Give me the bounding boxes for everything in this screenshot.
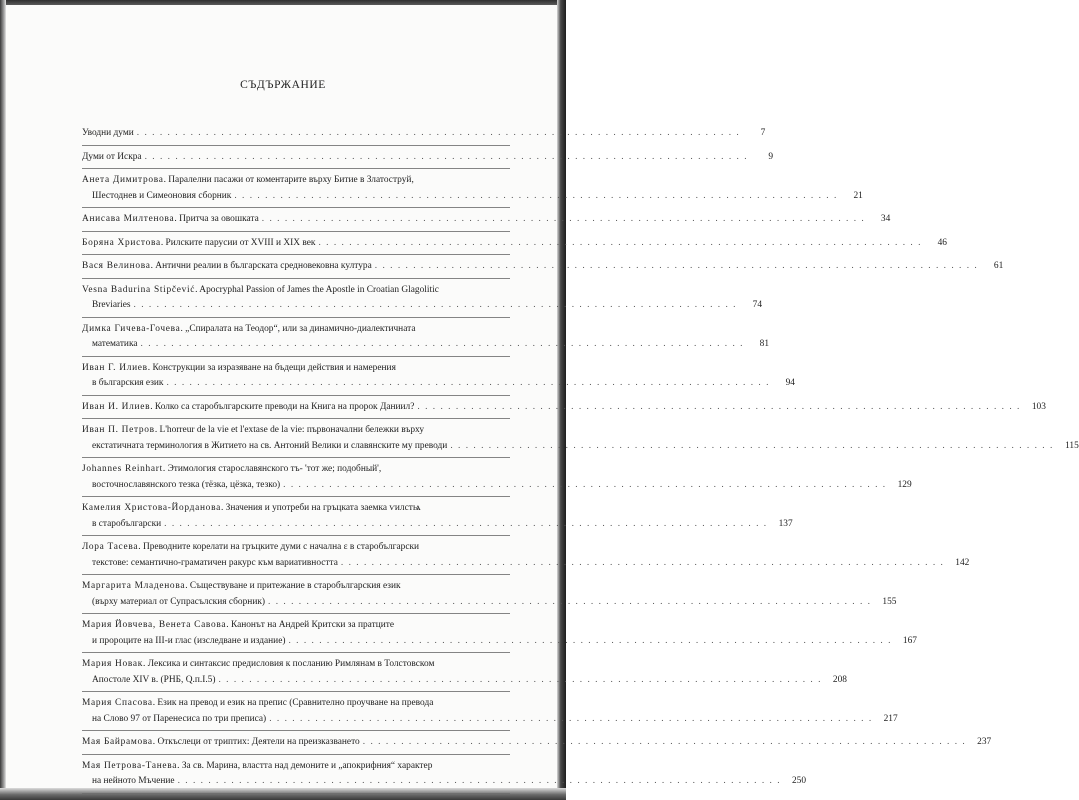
toc-entry bbox=[82, 657, 847, 696]
toc-entry bbox=[82, 462, 912, 501]
toc-text bbox=[82, 236, 315, 252]
toc-text bbox=[82, 761, 432, 771]
toc-title-part: на Слово 97 от Паренесиса по три преписа) bbox=[92, 713, 267, 724]
toc-entry bbox=[82, 150, 774, 174]
toc-author: Анета Димитрова bbox=[82, 175, 164, 185]
toc-text bbox=[92, 376, 163, 392]
toc-text bbox=[82, 698, 433, 708]
toc-title-part: . Значения и употреби на гръцката заемка ѵилстѩ bbox=[220, 503, 421, 513]
toc-entry bbox=[82, 283, 762, 322]
toc-page-number: 74 bbox=[752, 300, 762, 310]
toc-leader-dots: . . . . . . . . . . . . . . . . . . . . . . . . . . . . . . . . . . . . . . . . . . . . . . . . . . . . . . . . . . . . . . . . . . . . . . . . . . . . . . . bbox=[269, 713, 873, 724]
toc-entry bbox=[82, 212, 891, 236]
toc-entry bbox=[82, 423, 1079, 462]
toc-text bbox=[92, 298, 131, 314]
toc-leader-dots: . . . . . . . . . . . . . . . . . . . . . . . . . . . . . . . . . . . . . . . . . . . . . . . . . . . . . . . . . . . . . . . . . . . . . . . . . . . . . . . bbox=[288, 635, 892, 646]
toc-separator bbox=[82, 730, 510, 731]
toc-title-part: . „Спиралата на Теодор“, или за динамично-диалектичната bbox=[180, 323, 416, 334]
toc-text bbox=[82, 259, 372, 275]
toc-text bbox=[82, 425, 424, 435]
toc-separator bbox=[82, 793, 510, 794]
toc-page-number: 21 bbox=[853, 190, 863, 201]
toc-text bbox=[92, 478, 280, 494]
toc-leader-dots: . . . . . . . . . . . . . . . . . . . . . . . . . . . . . . . . . . . . . . . . . . . . . . . . . . . . . . . . . . . . . . . . . . . . . . . . . . . . . . . bbox=[417, 401, 1021, 412]
toc-author: Иван Г. Илиев bbox=[82, 362, 148, 373]
toc-separator bbox=[82, 613, 510, 614]
toc-leader-dots: . . . . . . . . . . . . . . . . . . . . . . . . . . . . . . . . . . . . . . . . . . . . . . . . . . . . . . . . . . . . . . . . . . . . . . . . . . . . . . . bbox=[166, 378, 770, 388]
toc-line bbox=[82, 618, 510, 634]
toc-text bbox=[82, 324, 416, 334]
toc-title-part: . Канонът на Андрей Критски за пратците bbox=[226, 620, 394, 630]
toc-leader-dots: . . . . . . . . . . . . . . . . . . . . . . . . . . . . . . . . . . . . . . . . . . . . . . . . . . . . . . . . . . . . . . . . . . . . . . . . . . . . . . . bbox=[450, 440, 1054, 451]
toc-leader-dots: . . . . . . . . . . . . . . . . . . . . . . . . . . . . . . . . . . . . . . . . . . . . . . . . . . . . . . . . . . . . . . . . . . . . . . . . . . . . . . . bbox=[234, 190, 838, 201]
toc-author: Мая Петрова-Танева bbox=[82, 760, 178, 771]
page-title: СЪДЪРЖАНИЕ bbox=[240, 79, 326, 91]
toc-leader-dots: . . . . . . . . . . . . . . . . . . . . . . . . . . . . . . . . . . . . . . . . . . . . . . . . . . . . . . . . . . . . . . . . . . . . . . . . . . . . . . . bbox=[140, 339, 744, 349]
toc-page-number: 61 bbox=[993, 261, 1004, 271]
toc-title-part: . Съществуване и притежание в старобългарския език bbox=[185, 581, 401, 591]
toc-text bbox=[82, 126, 134, 142]
toc-leader-dots: . . . . . . . . . . . . . . . . . . . . . . . . . . . . . . . . . . . . . . . . . . . . . . . . . . . . . . . . . . . . . . . . . . . . . . . . . . . . . . . bbox=[164, 518, 768, 529]
toc-leader-dots: . . . . . . . . . . . . . . . . . . . . . . . . . . . . . . . . . . . . . . . . . . . . . . . . . . . . . . . . . . . . . . . . . . . . . . . . . . . . . . . bbox=[261, 214, 866, 224]
toc-page-number: 167 bbox=[902, 635, 917, 646]
toc-text bbox=[92, 517, 161, 533]
toc-title-part: Breviaries bbox=[92, 300, 131, 310]
toc-separator bbox=[82, 168, 510, 169]
toc-text bbox=[92, 595, 265, 611]
toc-title-part: . Колко са старобългарските преводи на Книга на пророк Даниил? bbox=[150, 401, 415, 412]
toc-leader-dots: . . . . . . . . . . . . . . . . . . . . . . . . . . . . . . . . . . . . . . . . . . . . . . . . . . . . . . . . . . . . . . . . . . . . . . . . . . . . . . . bbox=[268, 596, 872, 607]
toc-leader-dots: . . . . . . . . . . . . . . . . . . . . . . . . . . . . . . . . . . . . . . . . . . . . . . . . . . . . . . . . . . . . . . . . . . . . . . . . . . . . . . . bbox=[318, 237, 922, 248]
toc-author: Лора Тасева bbox=[82, 542, 139, 552]
toc-title-part: восточнославянского тезка (тёзка, цёзка, тезко) bbox=[92, 479, 281, 490]
toc-title-part: в българския език bbox=[92, 378, 164, 388]
toc-leader-dots: . . . . . . . . . . . . . . . . . . . . . . . . . . . . . . . . . . . . . . . . . . . . . . . . . . . . . . . . . . . . . . . . . . . . . . . . . . . . . . . bbox=[136, 128, 741, 138]
toc-author: Мая Байрамова bbox=[82, 737, 153, 747]
toc-line bbox=[82, 595, 897, 611]
toc-separator bbox=[82, 278, 510, 279]
toc-title-part: математика bbox=[92, 339, 138, 349]
toc-page-number: 115 bbox=[1065, 440, 1079, 451]
toc-entry bbox=[82, 236, 947, 260]
toc-line bbox=[82, 298, 762, 314]
toc-text bbox=[92, 556, 338, 572]
toc-text bbox=[82, 735, 360, 751]
toc-line bbox=[82, 478, 912, 494]
toc-entry bbox=[82, 501, 793, 540]
toc-title-part: . L'horreur de la vie et l'extase de la vie: първоначални бележки върху bbox=[154, 425, 425, 435]
toc-author: Иван П. Петров bbox=[82, 425, 155, 435]
toc-line bbox=[82, 126, 766, 142]
toc-separator bbox=[82, 145, 510, 146]
toc-text bbox=[82, 400, 414, 416]
toc-title-part: Уводни думи bbox=[82, 128, 134, 138]
toc-line bbox=[82, 439, 1079, 455]
toc-line bbox=[82, 259, 1004, 275]
toc-separator bbox=[82, 418, 510, 419]
toc-text bbox=[82, 175, 414, 185]
toc-leader-dots: . . . . . . . . . . . . . . . . . . . . . . . . . . . . . . . . . . . . . . . . . . . . . . . . . . . . . . . . . . . . . . . . . . . . . . . . . . . . . . . bbox=[177, 776, 782, 786]
toc-title-part: в старобългарски bbox=[92, 518, 162, 529]
toc-text bbox=[92, 712, 266, 728]
toc-text bbox=[92, 673, 215, 689]
toc-entry bbox=[82, 696, 898, 735]
toc-title-part: . Език на превод и език на препис (Сравнително проучване на превода bbox=[152, 698, 434, 708]
toc-line bbox=[82, 696, 510, 712]
toc-page-number: 94 bbox=[785, 378, 795, 388]
toc-text bbox=[82, 464, 381, 474]
toc-line bbox=[82, 283, 510, 299]
toc-entry bbox=[82, 361, 795, 400]
toc-entry bbox=[82, 173, 863, 212]
toc-author: Боряна Христова bbox=[82, 237, 161, 248]
toc-entry bbox=[82, 735, 992, 759]
toc-leader-dots: . . . . . . . . . . . . . . . . . . . . . . . . . . . . . . . . . . . . . . . . . . . . . . . . . . . . . . . . . . . . . . . . . . . . . . . . . . . . . . . bbox=[362, 737, 967, 747]
toc-title-part: . Антични реалии в българската средновековна култура bbox=[150, 261, 372, 271]
toc-text bbox=[82, 503, 421, 513]
toc-title-part: . Преводните корелати на гръцките думи с начална ε в старобългарски bbox=[138, 542, 420, 552]
toc-title-part: . Apocryphal Passion of James the Apostle in Croatian Glagolitic bbox=[195, 284, 439, 295]
toc-separator bbox=[82, 535, 510, 536]
toc-page-number: 7 bbox=[760, 128, 766, 138]
toc-line bbox=[82, 634, 917, 650]
toc-title-part: . Рилските парусии от XVIII и XIX век bbox=[160, 237, 316, 248]
toc-line bbox=[82, 337, 769, 353]
toc-title-part: екстатичната терминология в Житието на св. Антоний Велики и славянските му преводи bbox=[92, 440, 448, 451]
toc-separator bbox=[82, 207, 510, 208]
toc-line bbox=[82, 189, 863, 205]
toc-title-part: текстове: семантично-граматичен ракурс към вариативността bbox=[92, 557, 338, 568]
toc-author: Димка Гичева-Гочева bbox=[82, 323, 181, 334]
toc-title-part: (върху материал от Супрасълския сборник) bbox=[92, 596, 266, 607]
toc-text bbox=[82, 620, 394, 630]
toc-entry bbox=[82, 579, 897, 618]
toc-line bbox=[82, 673, 847, 689]
toc-title-part: . Этимология старославянского тъ- 'тот же; подобный', bbox=[162, 464, 382, 474]
toc-separator bbox=[82, 254, 510, 255]
toc-separator bbox=[82, 754, 510, 755]
toc-entry bbox=[82, 759, 807, 798]
toc-separator bbox=[82, 691, 510, 692]
toc-title-part: Шестоднев и Симеоновия сборник bbox=[92, 190, 232, 201]
scan-edge-top bbox=[0, 0, 566, 5]
toc-line bbox=[82, 501, 510, 517]
toc-title-part: Апостоле XIV в. (РНБ, Q.п.I.5) bbox=[92, 674, 216, 685]
toc-title-part: . Паралелни пасажи от коментарите върху Битие в Златоструй, bbox=[163, 175, 414, 185]
toc-author: Камелия Христова-Йорданова bbox=[82, 503, 221, 513]
toc-leader-dots: . . . . . . . . . . . . . . . . . . . . . . . . . . . . . . . . . . . . . . . . . . . . . . . . . . . . . . . . . . . . . . . . . . . . . . . . . . . . . . . bbox=[283, 479, 887, 490]
toc-page-number: 137 bbox=[778, 518, 793, 529]
toc-title-part: . За св. Марина, властта над демоните и „апокрифния“ характер bbox=[177, 760, 433, 771]
toc-separator bbox=[82, 317, 510, 318]
toc-page-number: 250 bbox=[791, 776, 807, 786]
toc-separator bbox=[82, 231, 510, 232]
toc-entry bbox=[82, 322, 769, 361]
toc-entry bbox=[82, 259, 1004, 283]
toc-author: Мария Йовчева, Венета Савова bbox=[82, 620, 227, 630]
toc-line bbox=[82, 774, 807, 790]
toc-line bbox=[82, 759, 510, 775]
toc-title-part: . Притча за овошката bbox=[174, 214, 259, 224]
toc-separator bbox=[82, 496, 510, 497]
toc-line bbox=[82, 735, 992, 751]
toc-author: Маргарита Младенова bbox=[82, 581, 186, 591]
toc-line bbox=[82, 556, 970, 572]
toc-entry bbox=[82, 618, 917, 657]
toc-leader-dots: . . . . . . . . . . . . . . . . . . . . . . . . . . . . . . . . . . . . . . . . . . . . . . . . . . . . . . . . . . . . . . . . . . . . . . . . . . . . . . . bbox=[218, 674, 822, 685]
toc-line bbox=[82, 236, 947, 252]
toc-line bbox=[82, 712, 898, 728]
toc-author: Vesna Badurina Stipčević bbox=[82, 284, 196, 295]
toc-page-number: 237 bbox=[977, 737, 992, 747]
toc-text bbox=[82, 542, 419, 552]
toc-separator bbox=[82, 395, 510, 396]
toc-leader-dots: . . . . . . . . . . . . . . . . . . . . . . . . . . . . . . . . . . . . . . . . . . . . . . . . . . . . . . . . . . . . . . . . . . . . . . . . . . . . . . . bbox=[340, 557, 945, 568]
toc-page-number: 142 bbox=[955, 557, 970, 568]
toc-page-number: 217 bbox=[883, 713, 898, 724]
toc-text bbox=[92, 634, 285, 650]
toc-page-number: 208 bbox=[832, 674, 847, 685]
toc-page-number: 103 bbox=[1031, 401, 1046, 412]
toc-page-number: 46 bbox=[937, 237, 947, 248]
toc-author: Johannes Reinhart bbox=[82, 464, 163, 474]
toc-author: Иван И. Илиев bbox=[82, 401, 151, 412]
toc-text bbox=[82, 659, 434, 669]
toc-text bbox=[82, 285, 439, 295]
toc-line bbox=[82, 376, 795, 392]
toc-title-part: на нейното Мъчение bbox=[92, 776, 175, 786]
toc-line bbox=[82, 423, 510, 439]
toc-page-number: 155 bbox=[882, 596, 897, 607]
toc-text bbox=[92, 774, 175, 790]
toc-line bbox=[82, 579, 510, 595]
toc-title-part: и пророците на III-и глас (изследване и издание) bbox=[92, 635, 286, 646]
toc-line bbox=[82, 150, 774, 166]
toc-title-part: . Конструкции за изразяване на бъдещи действия и намерения bbox=[147, 362, 396, 373]
toc-entry bbox=[82, 540, 970, 579]
toc-text bbox=[82, 212, 259, 228]
toc-separator bbox=[82, 457, 510, 458]
toc-line bbox=[82, 540, 510, 556]
toc-leader-dots: . . . . . . . . . . . . . . . . . . . . . . . . . . . . . . . . . . . . . . . . . . . . . . . . . . . . . . . . . . . . . . . . . . . . . . . . . . . . . . . bbox=[374, 261, 979, 271]
toc-line bbox=[82, 462, 510, 478]
toc-leader-dots: . . . . . . . . . . . . . . . . . . . . . . . . . . . . . . . . . . . . . . . . . . . . . . . . . . . . . . . . . . . . . . . . . . . . . . . . . . . . . . . bbox=[133, 300, 737, 310]
toc-page-number: 129 bbox=[897, 479, 912, 490]
table-of-contents bbox=[82, 126, 1079, 798]
toc-page-number: 81 bbox=[759, 339, 769, 349]
toc-text bbox=[92, 439, 447, 455]
toc-text bbox=[82, 363, 396, 373]
toc-text bbox=[92, 189, 231, 205]
toc-author: Мария Новак bbox=[82, 659, 144, 669]
toc-separator bbox=[82, 356, 510, 357]
toc-author: Анисава Милтенова bbox=[82, 214, 175, 224]
toc-separator bbox=[82, 652, 510, 653]
toc-title-part: Думи от Искра bbox=[82, 151, 142, 162]
toc-author: Вася Велинова bbox=[82, 261, 151, 271]
toc-line bbox=[82, 322, 510, 338]
toc-text bbox=[92, 337, 138, 353]
toc-title-part: . Лексика и синтаксис предисловия к посланию Римлянам в Толстовском bbox=[143, 659, 435, 669]
toc-line bbox=[82, 361, 510, 377]
toc-title-part: . Откъслеци от триптих: Деятели на преизказването bbox=[152, 737, 360, 747]
toc-line bbox=[82, 657, 510, 673]
toc-line bbox=[82, 212, 891, 228]
toc-line bbox=[82, 173, 510, 189]
toc-separator bbox=[82, 574, 510, 575]
toc-text bbox=[82, 581, 401, 591]
scan-edge-left bbox=[0, 0, 6, 800]
toc-leader-dots: . . . . . . . . . . . . . . . . . . . . . . . . . . . . . . . . . . . . . . . . . . . . . . . . . . . . . . . . . . . . . . . . . . . . . . . . . . . . . . . bbox=[144, 151, 749, 162]
toc-line bbox=[82, 517, 793, 533]
toc-entry bbox=[82, 400, 1046, 424]
toc-author: Мария Спасова bbox=[82, 698, 153, 708]
toc-text bbox=[82, 150, 142, 166]
toc-line bbox=[82, 400, 1046, 416]
toc-page-number: 34 bbox=[880, 214, 891, 224]
toc-entry bbox=[82, 126, 766, 150]
toc-page-number: 9 bbox=[768, 151, 774, 162]
